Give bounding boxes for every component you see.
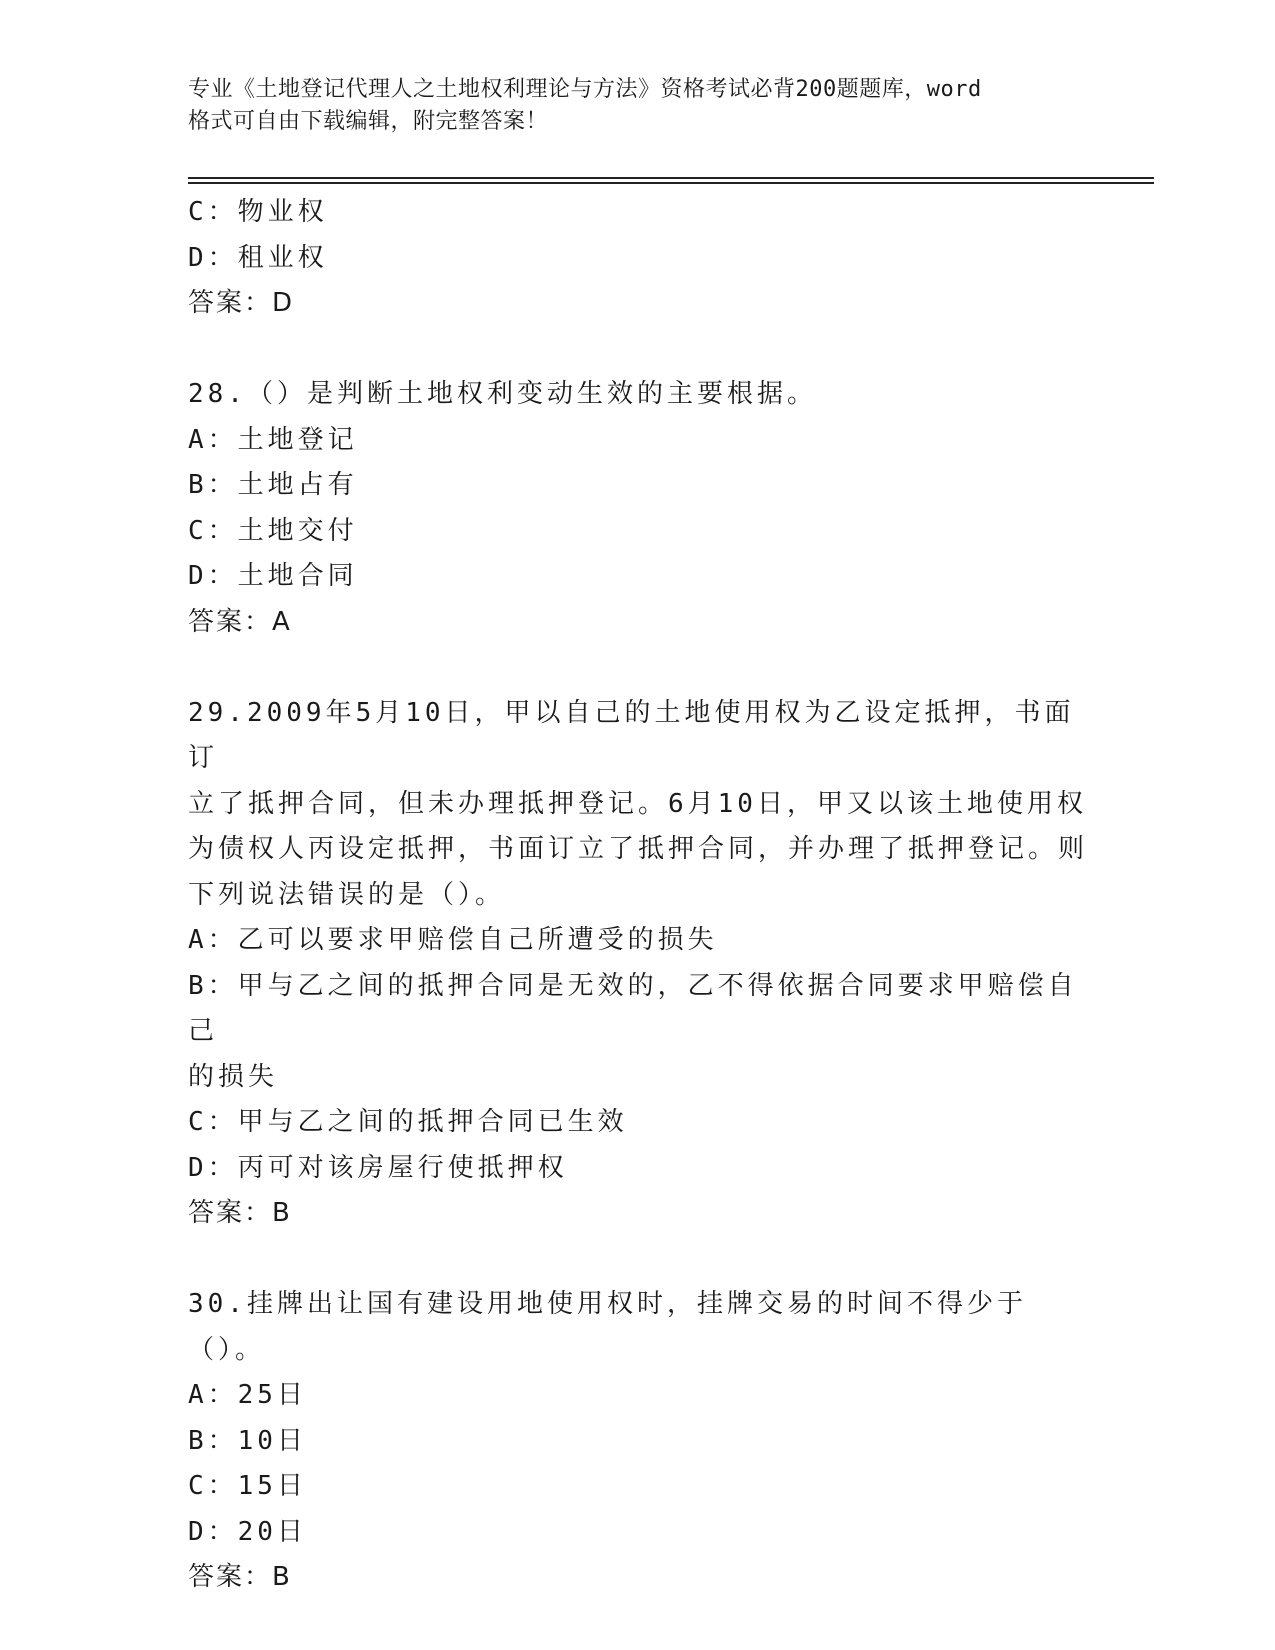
document-header	[188, 74, 1088, 138]
q30-option-c: C：15日	[188, 1471, 307, 1501]
q29-question-line-2: 立了抵押合同，但未办理抵押登记。6月10日，甲又以该土地使用权	[188, 788, 1087, 819]
q30-option-d: D：20日	[188, 1516, 307, 1547]
q28-option-c: C：土地交付	[188, 515, 358, 546]
question-27-continued	[188, 190, 1088, 327]
q28-option-b: B：土地占有	[188, 470, 358, 500]
q29-question-line-3: 为债权人丙设定抵押，书面订立了抵押合同，并办理了抵押登记。则	[188, 834, 1089, 864]
q29-option-a: A：乙可以要求甲赔偿自己所遭受的损失	[188, 925, 718, 955]
q28-option-d: D：土地合同	[188, 561, 358, 591]
q29-answer: 答案：B	[188, 1198, 292, 1228]
q29-question-line-1: 29.2009年5月10日，甲以自己的土地使用权为乙设定抵押，书面订	[188, 697, 1075, 773]
q30-answer: 答案：B	[188, 1562, 292, 1592]
question-30	[188, 1282, 1088, 1601]
q30-option-b: B：10日	[188, 1425, 307, 1456]
spacer	[188, 1237, 1088, 1283]
header-line-1: 专业《土地登记代理人之土地权利理论与方法》资格考试必背200题题库，word	[188, 77, 982, 102]
q29-question-line-4: 下列说法错误的是（）。	[188, 879, 506, 910]
q30-question: 30.挂牌出让国有建设用地使用权时，挂牌交易的时间不得少于（）。	[188, 1289, 1027, 1365]
q29-option-b-line-1: B：甲与乙之间的抵押合同是无效的，乙不得依据合同要求甲赔偿自己	[188, 970, 1078, 1046]
q28-option-a: A：土地登记	[188, 424, 358, 455]
q28-question: 28.（）是判断土地权利变动生效的主要根据。	[188, 379, 817, 409]
q29-option-d: D：丙可对该房屋行使抵押权	[188, 1152, 568, 1183]
header-divider-top	[188, 177, 1154, 179]
spacer	[188, 327, 1088, 373]
spacer	[188, 645, 1088, 691]
header-line-2: 格式可自由下载编辑，附完整答案！	[188, 109, 549, 134]
question-29	[188, 691, 1088, 1237]
question-28	[188, 372, 1088, 645]
question-list	[188, 190, 1088, 1601]
q29-option-c: C：甲与乙之间的抵押合同已生效	[188, 1107, 628, 1137]
q27-answer: 答案：D	[188, 288, 295, 318]
header-divider-bottom	[188, 182, 1154, 184]
q28-answer: 答案：A	[188, 606, 292, 637]
q27-option-d: D：租业权	[188, 242, 328, 273]
q27-option-c: C：物业权	[188, 197, 328, 227]
q29-option-b-line-2: 的损失	[188, 1061, 279, 1092]
q30-option-a: A：25日	[188, 1380, 307, 1410]
